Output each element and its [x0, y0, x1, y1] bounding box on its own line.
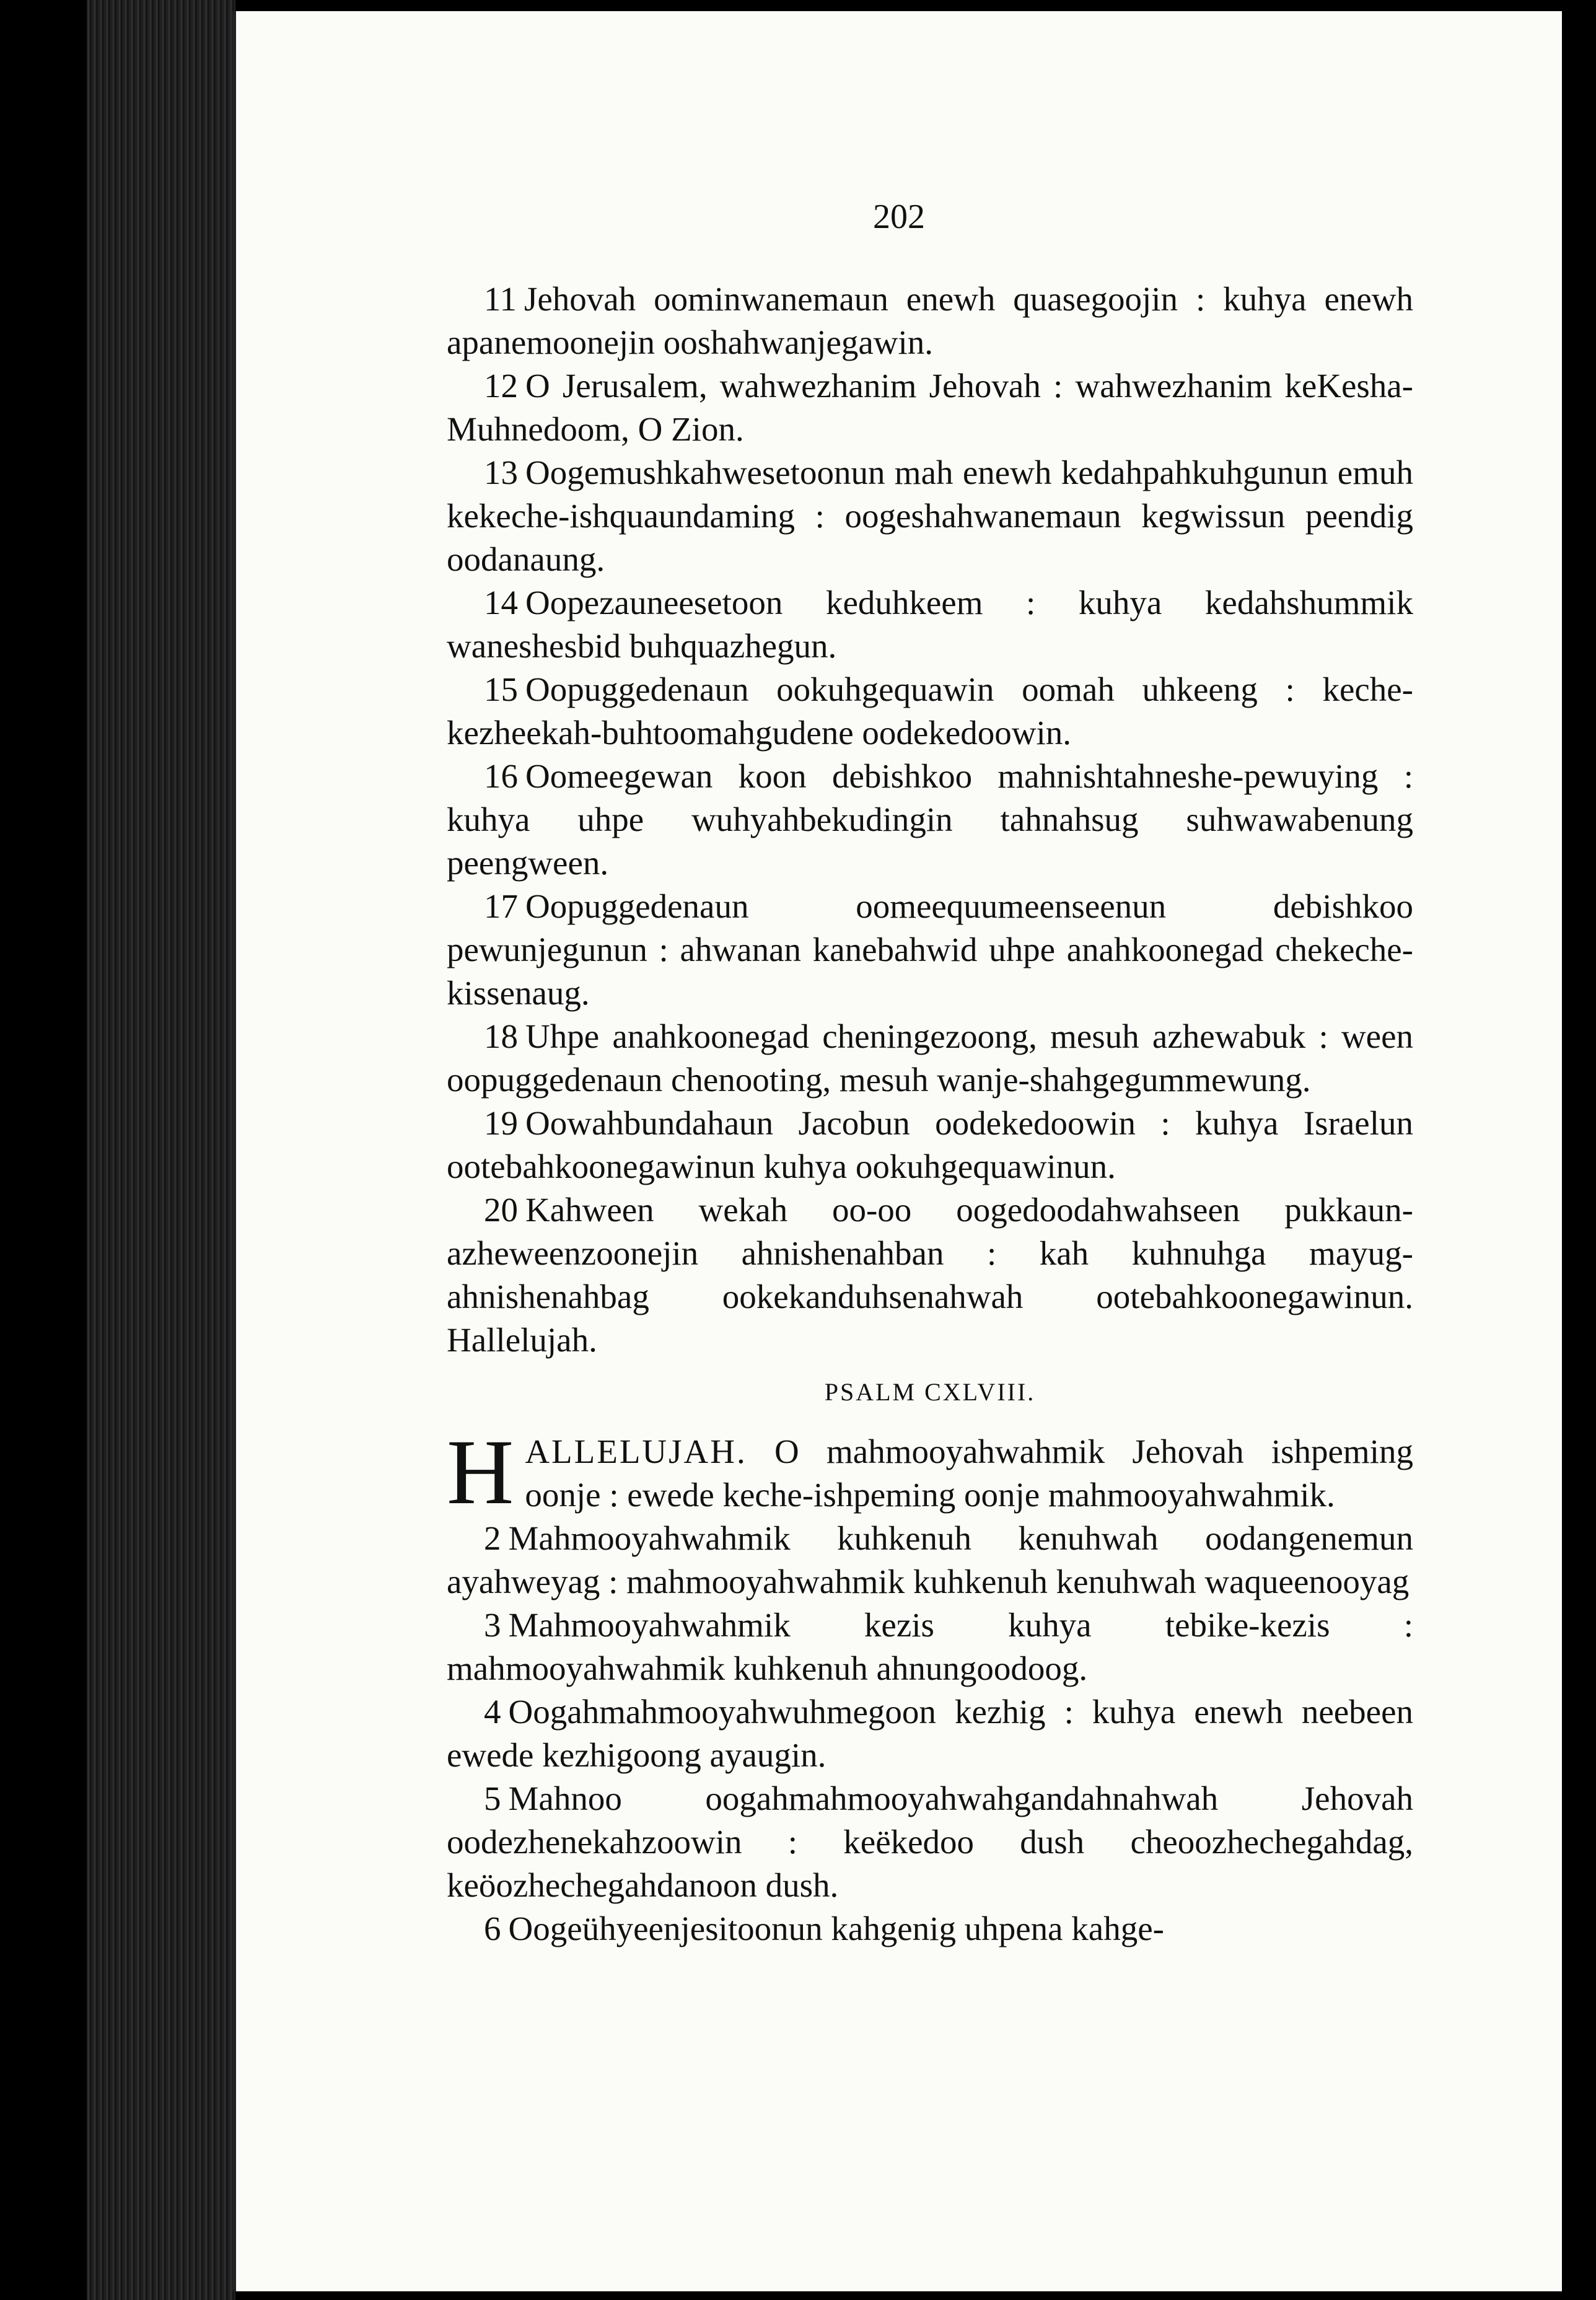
drop-cap: H	[447, 1421, 514, 1524]
verse-text: Jehovah oominwanemaun enewh quasegoojin : kuhya enewh apanemoonejin ooshahwanjegawin.	[447, 280, 1413, 361]
psalm-opening-verse	[447, 1421, 1413, 1524]
verse	[447, 1604, 1413, 1690]
verse-number: 20	[484, 1191, 518, 1229]
opening-verse-text: O mahmooyahwahmik Jehovah ishpeming oonje : ewede keche-ishpeming oonje mahmooyahwahmik.	[525, 1433, 1413, 1514]
verse	[447, 885, 1413, 1015]
book-page-edges	[87, 0, 235, 2300]
verse-text: Mahnoo oogahmahmooyahwahgandahnahwah Jehovah oodezhenekahzoowin : keëkedoo dush cheoozhechegahdag, keöozhechegahdanoon dush.	[447, 1780, 1413, 1904]
verse-number: 2	[484, 1519, 501, 1557]
verse-number: 14	[484, 584, 518, 621]
verse-number: 16	[484, 757, 518, 795]
verse-number: 6	[484, 1910, 501, 1947]
verse-text: Oogahmahmooyahwuhmegoon kezhig : kuhya enewh neebeen ewede kezhigoong ayaugin.	[447, 1693, 1413, 1774]
verse-text: Oopuggedenaun oomeequumeenseenun debishkoo pewunjegunun : ahwanan kanebahwid uhpe anahkoonegad chekeche-kissenaug.	[447, 887, 1413, 1012]
verse	[447, 278, 1413, 364]
verse	[447, 581, 1413, 668]
verse-number: 13	[484, 454, 518, 491]
psalm-heading: PSALM CXLVIII.	[824, 1378, 1036, 1406]
verse	[447, 1777, 1413, 1907]
verse-number: 18	[484, 1017, 518, 1055]
verse	[447, 1517, 1413, 1604]
verse-number: 5	[484, 1780, 501, 1817]
verse-text: Oogeühyeenjesitoonun kahgenig uhpena kahge-	[508, 1910, 1164, 1947]
verse-number: 12	[484, 367, 518, 405]
verse-number: 17	[484, 887, 518, 925]
verse	[447, 755, 1413, 885]
verse	[447, 668, 1413, 755]
book-page	[232, 11, 1562, 2291]
verse-number: 19	[484, 1104, 518, 1142]
page-number: 202	[873, 198, 925, 236]
verse	[447, 1907, 1413, 1951]
verse-text: Oomeegewan koon debishkoo mahnishtahneshe-pewuying : kuhya uhpe wuhyahbekudingin tahnahsug suhwawabenung peengween.	[447, 757, 1413, 882]
verse-text: Oopezauneesetoon keduhkeem : kuhya kedahshummik waneshesbid buhquazhegun.	[447, 584, 1413, 665]
verse-text: Kahween wekah oo-oo oogedoodahwahseen pukkaun-azheweenzoonejin ahnishenahban : kah kuhnuhga mayug-ahnishenahbag ookekanduhsenahwah ootebahkoonegawinun. Hallelujah.	[447, 1191, 1413, 1359]
opening-smallcaps: ALLELUJAH.	[525, 1433, 747, 1470]
verse-text: Mahmooyahwahmik kezis kuhya tebike-kezis : mahmooyahwahmik kuhkenuh ahnungoodoog.	[447, 1606, 1413, 1687]
verse-number: 3	[484, 1606, 501, 1644]
verse-text: Mahmooyahwahmik kuhkenuh kenuhwah oodangenemun ayahweyag : mahmooyahwahmik kuhkenuh kenuhwah waqueenooyag	[447, 1519, 1413, 1600]
verse-number: 11	[484, 280, 517, 318]
verse-text: Uhpe anahkoonegad cheningezoong, mesuh azhewabuk : ween oopuggedenaun chenooting, mesuh wanje-shahgegummewung.	[447, 1017, 1413, 1099]
verse	[447, 1015, 1413, 1102]
verse-text: Oogemushkahwesetoonun mah enewh kedahpahkuhgunun emuh kekeche-ishquaundaming : oogeshahwanemaun kegwissun peendig oodanaung.	[447, 454, 1413, 578]
verse-number: 4	[484, 1693, 501, 1731]
verses-before	[447, 278, 1413, 1362]
verse	[447, 1188, 1413, 1362]
page-text	[447, 278, 1413, 1951]
verses-after	[447, 1517, 1413, 1951]
verse-text: Oopuggedenaun ookuhgequawin oomah uhkeeng : keche-kezheekah-buhtoomahgudene oodekedoowin.	[447, 670, 1413, 752]
verse-text: Oowahbundahaun Jacobun oodekedoowin : kuhya Israelun ootebahkoonegawinun kuhya ookuhgequawinun.	[447, 1104, 1413, 1185]
verse	[447, 451, 1413, 581]
verse	[447, 364, 1413, 451]
verse-number: 15	[484, 670, 518, 708]
verse	[447, 1690, 1413, 1777]
verse	[447, 1102, 1413, 1188]
verse-text: O Jerusalem, wahwezhanim Jehovah : wahwezhanim keKesha-Muhnedoom, O Zion.	[447, 367, 1413, 448]
